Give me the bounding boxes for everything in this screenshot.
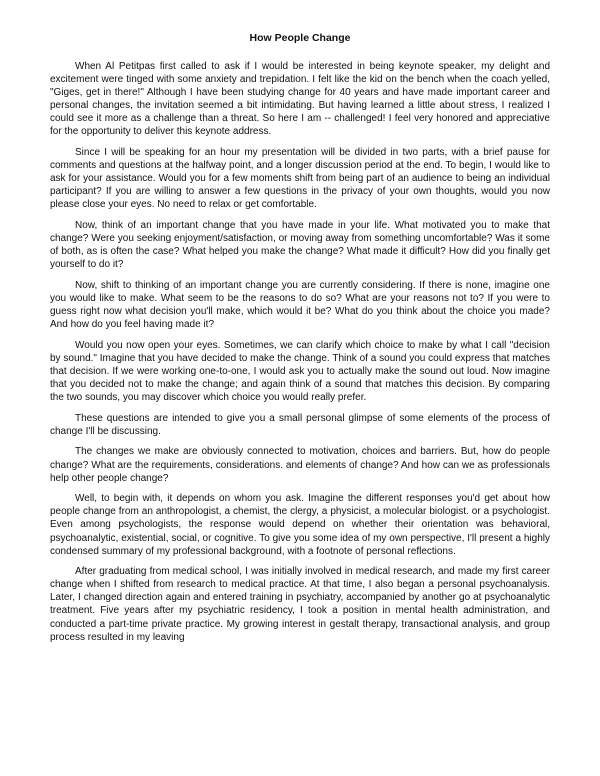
- paragraph-5: Would you now open your eyes. Sometimes, we can clarify which choice to make by what I call "decision by sound." Imagine that you have decided to make the change. Think of a sound you could express that matches that decision. If we were working one-to-one, I would ask you to actually make the sound out loud. Now imagine that you decided not to make the change; and again think of a sound that matches this decision. By comparing the two sounds, you may discover which choice you would really prefer.: [50, 339, 550, 404]
- paragraph-2: Since I will be speaking for an hour my presentation will be divided in two parts, with a brief pause for comments and questions at the halfway point, and a longer discussion period at the end. To begin, I would like to ask for your assistance. Would you for a few moments shift from being part of an audience to being an individual participant? If you are willing to answer a few questions in the privacy of your own thoughts, would you now please close your eyes. No need to relax or get comfortable.: [50, 147, 550, 211]
- paragraph-1: When Al Petitpas first called to ask if I would be interested in being keynote speaker, my delight and excitement were tinged with some anxiety and trepidation. I felt like the kid on the bench when the coach yelled, "Giges, get in there!" Although I have been studying change for 40 years and have made important career and personal changes, the invitation seemed a bit intimidating. But having learned a little about stress, I realized I could see it more as a challenge than a threat. So here I am -- challenged! I feel very honored and appreciative for the opportunity to deliver this keynote address.: [50, 61, 550, 138]
- paragraph-3: Now, think of an important change that you have made in your life. What motivated you to make that change? Were you seeking enjoyment/satisfaction, or moving away from something uncomfortable? Was it some of both, as is often the case? What helped you make the change? What made it difficult? How did you finally get yourself to do it?: [50, 220, 550, 271]
- paragraph-6: These questions are intended to give you a small personal glimpse of some elements of the process of change I'll be discussing.: [50, 412, 550, 437]
- paragraph-4: Now, shift to thinking of an important change you are currently considering. If there is none, imagine one you would like to make. What seem to be the reasons to do so? What are your reasons not to? If you were to guess right now what decision you'll make, which would it be? What do you think about the choice you made? And how do you feel having made it?: [50, 279, 550, 331]
- paragraph-8: Well, to begin with, it depends on whom you ask. Imagine the different responses you'd get about how people change from an anthropologist, a chemist, the clergy, a physicist, a molecular biologist. or a psychologist. Even among psychologists, the response would depend on whether their orientation was behavioral, psychoanalytic, existential, social, or cognitive. To give you some idea of my own perspective, I'll present a highly condensed summary of my professional background, with a footnote of personal reflections.: [50, 493, 550, 557]
- paragraph-7: The changes we make are obviously connected to motivation, choices and barriers. But, how do people change? What are the requirements, considerations. and elements of change? And how can we as professionals help other people change?: [50, 446, 550, 484]
- paragraph-9: After graduating from medical school, I was initially involved in medical research, and made my first career change when I shifted from research to medical practice. At that time, I also began a personal psychoanalysis. Later, I changed direction again and entered training in psychiatry, accompanied by another go at psychoanalytic treatment. Five years after my psychiatric residency, I took a position in mental health administration, and conducted a part-time private practice. My growing interest in gestalt therapy, transactional analysis, and group process resulted in my leaving: [50, 566, 550, 643]
- page-title: How People Change: [249, 32, 351, 44]
